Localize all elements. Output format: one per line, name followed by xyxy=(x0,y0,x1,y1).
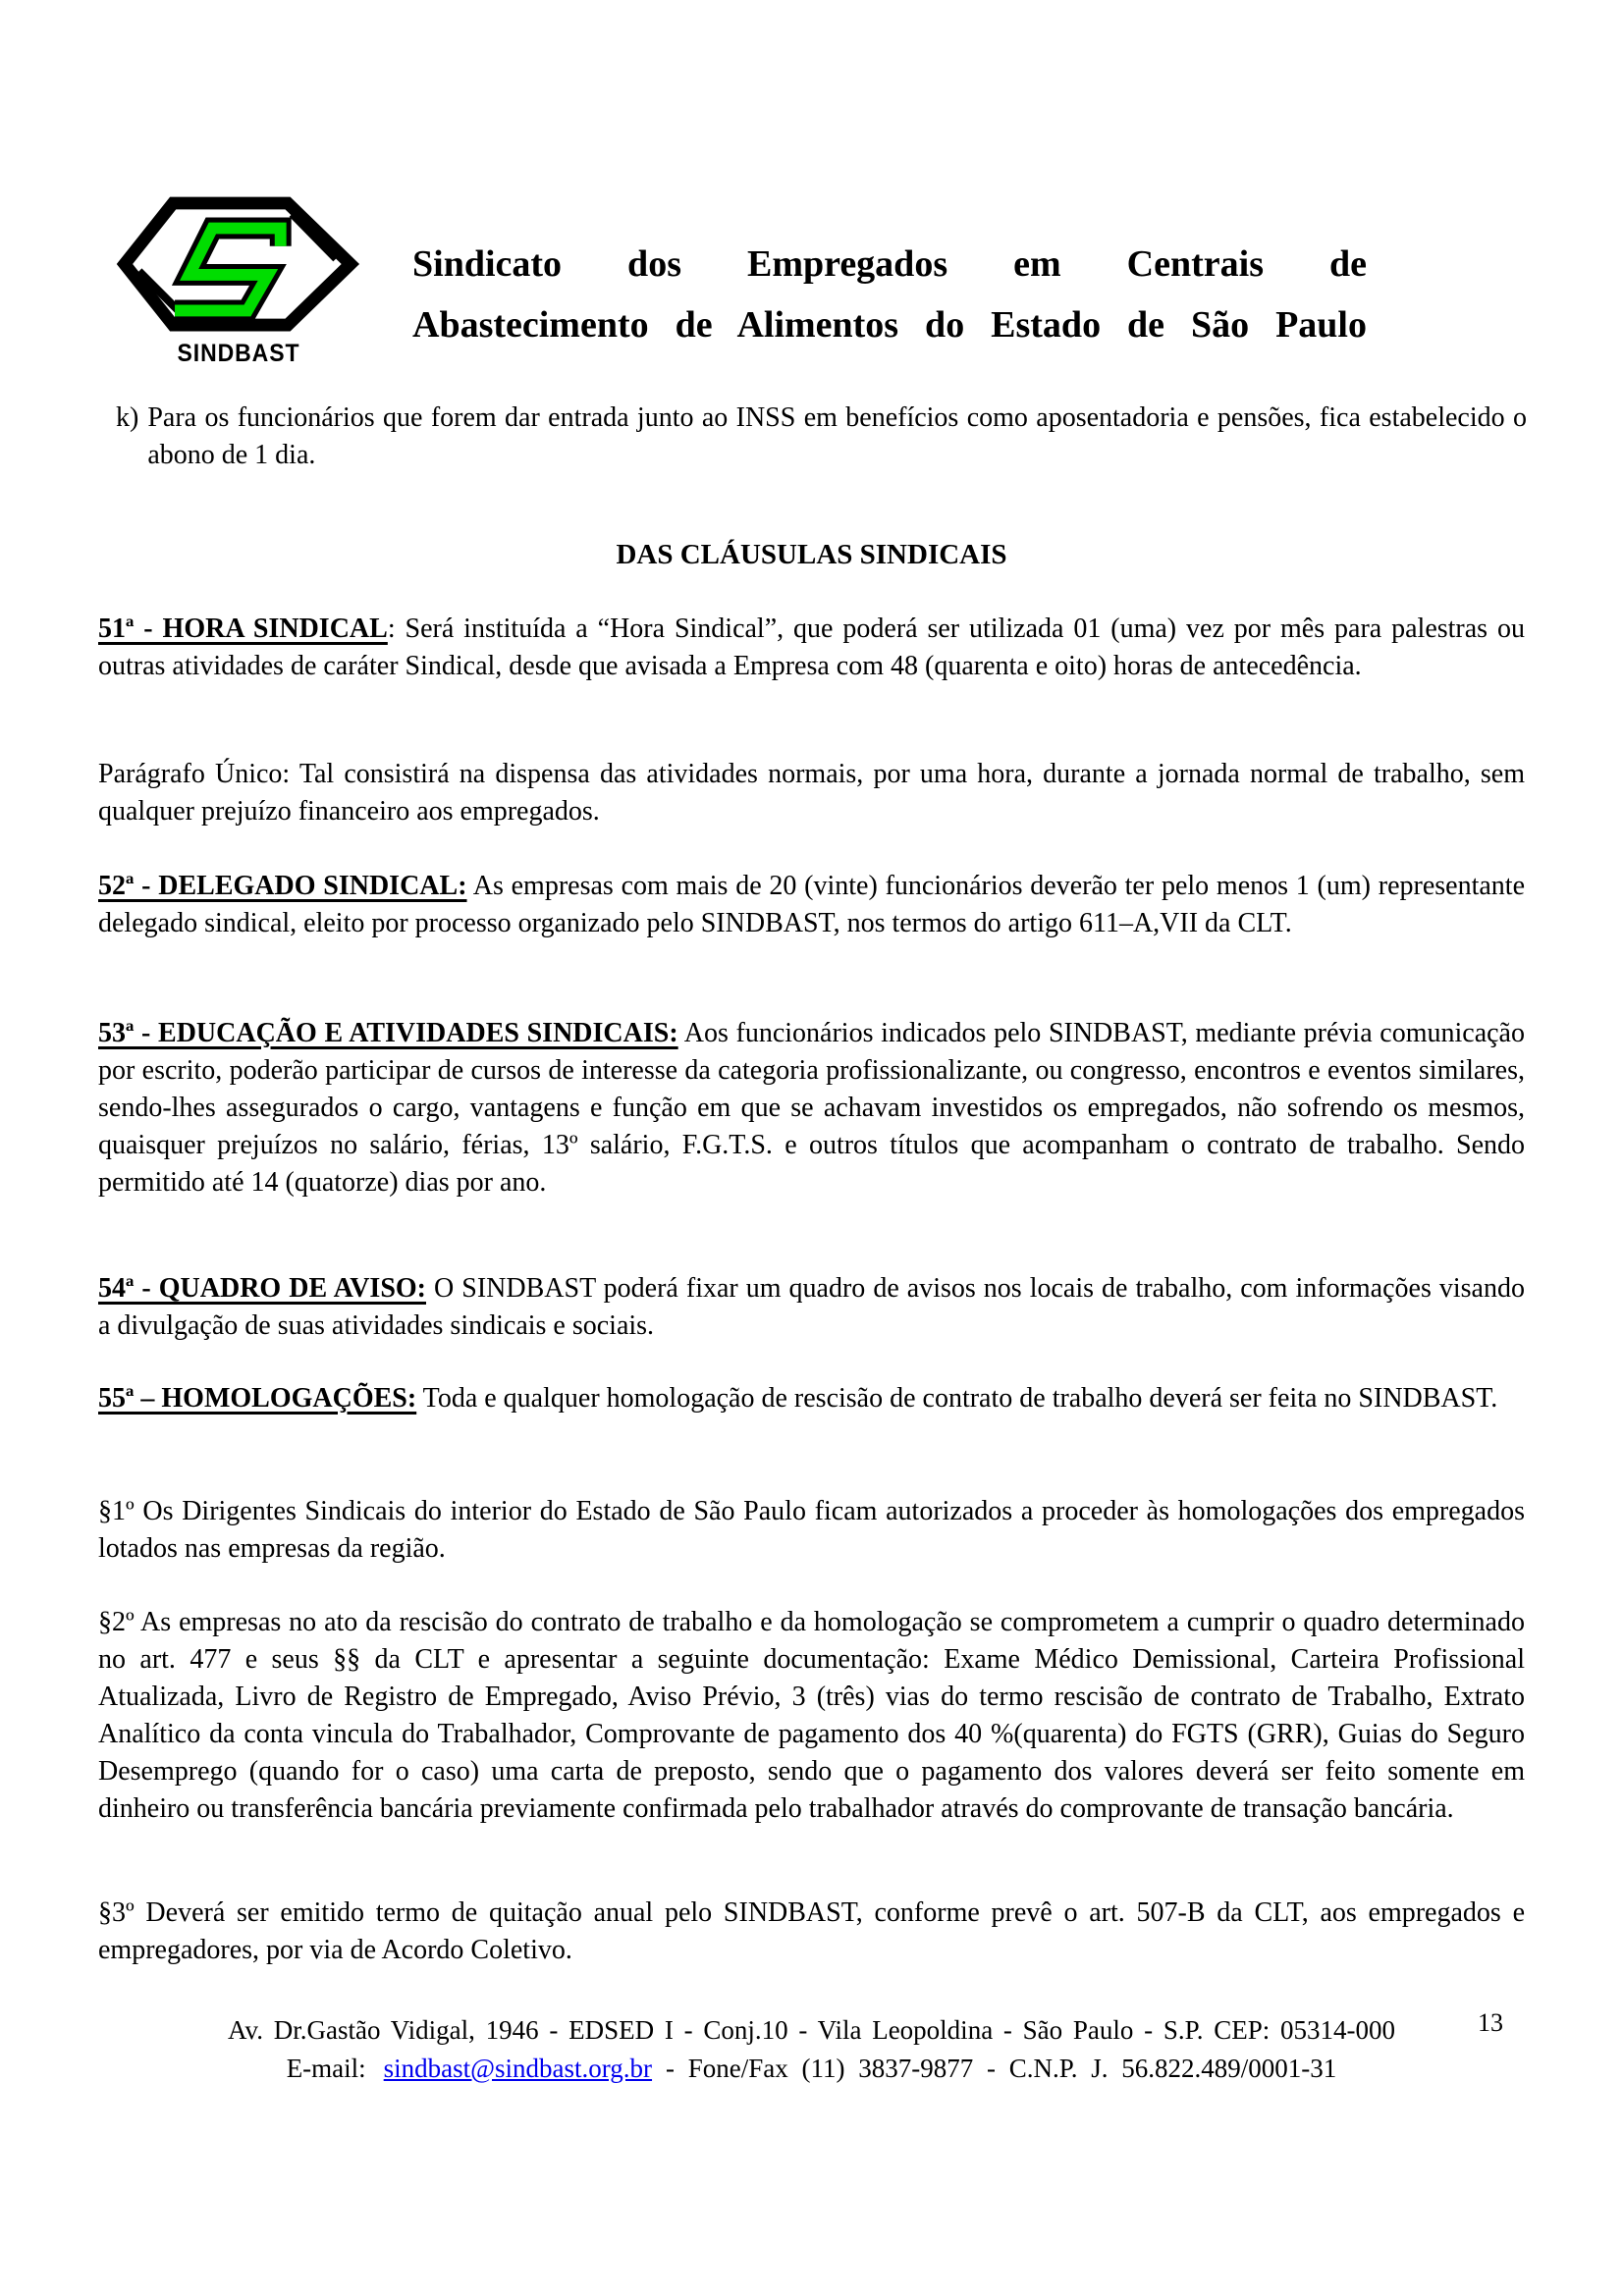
paragraph-2: §2º As empresas no ato da rescisão do contrato de trabalho e da homologação se comprometem a cumprir o quadro determinado no art. 477 e seus §§ da CLT e apresentar a seguinte documentação: Exame Médico Demissional, Carteira Profissional Atualizada, Livro de Registro de Empregado, Aviso Prévio, 3 (três) vias do termo rescisão de contrato de Trabalho, Extrato Analítico da conta vincula do Trabalhador, Comprovante de pagamento dos 40 %(quarenta) do FGTS (GRR), Guias do Seguro Desemprego (quando for o caso) uma carta de preposto, sendo que o pagamento dos valores deverá ser feito somente em dinheiro ou transferência bancária previamente confirmada pelo trabalhador através do comprovante de transação bancária. xyxy=(98,1607,1525,1824)
clause-52-body: As empresas com mais de 20 (vinte) funcionários deverão ter pelo menos 1 (um) representante delegado sindical, eleito por processo organizado pelo SINDBAST, nos termos do artigo 611–A,VII da CLT. xyxy=(98,871,1525,938)
clause-51-body: : Será instituída a “Hora Sindical”, que poderá ser utilizada 01 (uma) vez por mês para palestras ou outras atividades de caráter Sindical, desde que avisada a Empresa com 48 (quarenta e oito) horas de antecedência. xyxy=(98,614,1525,681)
email-label: E-mail: xyxy=(286,2054,366,2083)
clause-54 xyxy=(98,1270,1525,1345)
list-item-k-text: Para os funcionários que forem dar entrada junto ao INSS em benefícios como aposentadoria e pensões, fica estabelecido o abono de 1 dia. xyxy=(147,402,1527,470)
logo-label: SINDBAST xyxy=(177,340,300,367)
clause-54-heading: 54ª - QUADRO DE AVISO: xyxy=(98,1273,426,1304)
footer-address: Av. Dr.Gastão Vidigal, 1946 - EDSED I - Conj.10 - Vila Leopoldina - São Paulo - S.P. CEP: 05314-000 xyxy=(228,2015,1395,2045)
paragraph-3: §3º Deverá ser emitido termo de quitação anual pelo SINDBAST, conforme prevê o art. 507-B da CLT, aos empregados e empregadores, por via de Acordo Coletivo. xyxy=(98,1897,1525,1965)
footer-contact-line xyxy=(98,2054,1525,2084)
list-item-k xyxy=(116,400,1527,474)
clause-52 xyxy=(98,868,1525,942)
clause-54-body: O SINDBAST poderá fixar um quadro de avisos nos locais de trabalho, com informações visando a divulgação de suas atividades sindicais e sociais. xyxy=(98,1273,1525,1341)
sindbast-logo xyxy=(110,192,367,368)
footer-phone-cnpj: - Fone/Fax (11) 3837-9877 - C.N.P. J. 56.822.489/0001-31 xyxy=(666,2054,1337,2083)
organization-title xyxy=(412,234,1367,355)
organization-title-line1: Sindicato dos Empregados em Centrais de xyxy=(412,243,1367,285)
paragraph-1: §1º Os Dirigentes Sindicais do interior do Estado de São Paulo ficam autorizados a proceder às homologações dos empregados lotados nas empresas da região. xyxy=(98,1496,1525,1564)
clause-55-heading: 55ª – HOMOLOGAÇÕES: xyxy=(98,1383,417,1414)
section-heading: DAS CLÁUSULAS SINDICAIS xyxy=(616,539,1007,570)
clause-53-body: Aos funcionários indicados pelo SINDBAST, mediante prévia comunicação por escrito, poderão participar de cursos de interesse da categoria profissionalizante, ou congresso, encontros e eventos similares, sendo-lhes assegurados o cargo, vantagens e função em que se achavam investidos os empregados, não sofrendo os mesmos, quaisquer prejuízos no salário, férias, 13º salário, F.G.T.S. e outros títulos que acompanham o contrato de trabalho. Sendo permitido até 14 (quatorze) dias por ano. xyxy=(98,1018,1525,1198)
page-number: 13 xyxy=(1478,2008,1503,2037)
paragraph-unico: Parágrafo Único: Tal consistirá na dispensa das atividades normais, por uma hora, durante a jornada normal de trabalho, sem qualquer prejuízo financeiro aos empregados. xyxy=(98,759,1525,827)
clause-55-body: Toda e qualquer homologação de rescisão de contrato de trabalho deverá ser feita no SINDBAST. xyxy=(416,1383,1498,1414)
sindbast-hexagon-logo-icon xyxy=(110,192,363,336)
clause-51 xyxy=(98,611,1525,685)
list-item-k-marker: k) xyxy=(116,402,139,433)
clause-53 xyxy=(98,1015,1525,1201)
organization-title-line2: Abastecimento de Alimentos do Estado de São Paulo xyxy=(412,304,1367,346)
clause-52-heading: 52ª - DELEGADO SINDICAL: xyxy=(98,871,467,901)
clause-53-heading: 53ª - EDUCAÇÃO E ATIVIDADES SINDICAIS: xyxy=(98,1018,678,1048)
clause-51-heading: 51ª - HORA SINDICAL xyxy=(98,614,388,644)
email-link[interactable]: sindbast@sindbast.org.br xyxy=(383,2054,653,2083)
clause-55 xyxy=(98,1380,1525,1417)
